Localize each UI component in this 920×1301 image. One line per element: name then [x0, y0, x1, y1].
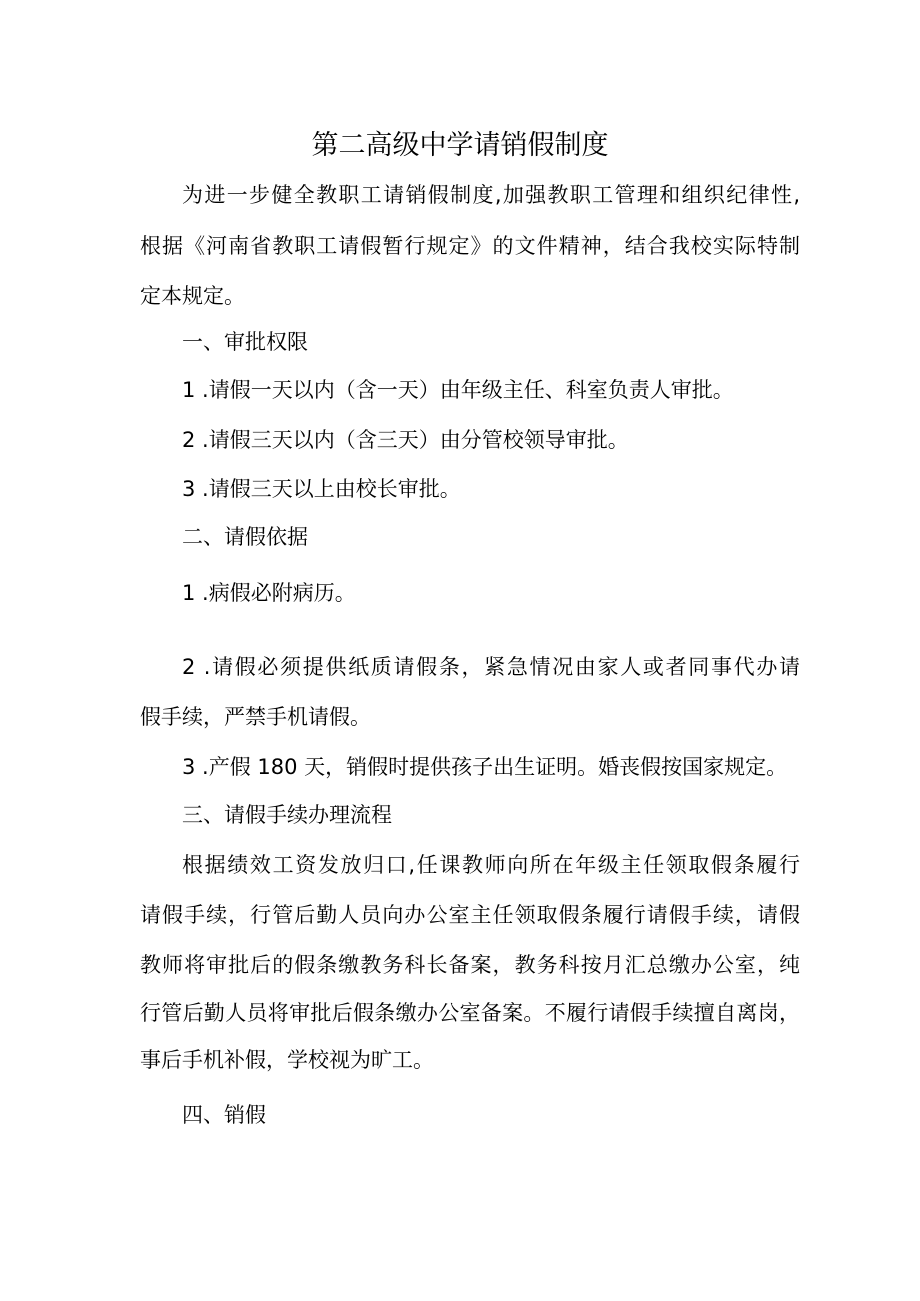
- section-1-item-2: 2 .请假三天以内（含三天）由分管校领导审批。: [182, 428, 629, 452]
- section-3-paragraph-line-4: 行管后勤人员将审批后假条缴办公室备案。不履行请假手续擅自离岗，: [140, 1001, 800, 1025]
- section-3-heading: 三、请假手续办理流程: [182, 803, 392, 827]
- intro-line-1: 为进一步健全教职工请销假制度,加强教职工管理和组织纪律性,: [182, 183, 800, 207]
- section-3-paragraph-line-1: 根据绩效工资发放归口,任课教师向所在年级主任领取假条履行: [182, 853, 800, 877]
- section-4-heading: 四、销假: [182, 1103, 266, 1127]
- section-2-item-2-line-2: 假手续，严禁手机请假。: [140, 705, 371, 729]
- section-1-heading: 一、审批权限: [182, 330, 308, 354]
- section-3-paragraph-line-3: 教师将审批后的假条缴教务科长备案，教务科按月汇总缴办公室，纯: [140, 953, 800, 977]
- section-1-item-3: 3 .请假三天以上由校长审批。: [182, 477, 461, 501]
- section-3-paragraph-line-5: 事后手机补假，学校视为旷工。: [140, 1048, 434, 1072]
- page-title: 第二高级中学请销假制度: [311, 130, 609, 161]
- section-2-item-1: 1 .病假必附病历。: [182, 581, 356, 605]
- section-3-paragraph-line-2: 请假手续，行管后勤人员向办公室主任领取假条履行请假手续，请假: [140, 903, 800, 927]
- section-2-item-3: 3 .产假 180 天，销假时提供孩子出生证明。婚丧假按国家规定。: [182, 755, 788, 779]
- section-1-item-1: 1 .请假一天以内（含一天）由年级主任、科室负责人审批。: [182, 378, 734, 402]
- intro-line-3: 定本规定。: [140, 284, 245, 308]
- section-2-item-2-line-1: 2 .请假必须提供纸质请假条，紧急情况由家人或者同事代办请: [182, 655, 800, 679]
- intro-line-2: 根据《河南省教职工请假暂行规定》的文件精神，结合我校实际特制: [140, 234, 800, 258]
- section-2-heading: 二、请假依据: [182, 525, 308, 549]
